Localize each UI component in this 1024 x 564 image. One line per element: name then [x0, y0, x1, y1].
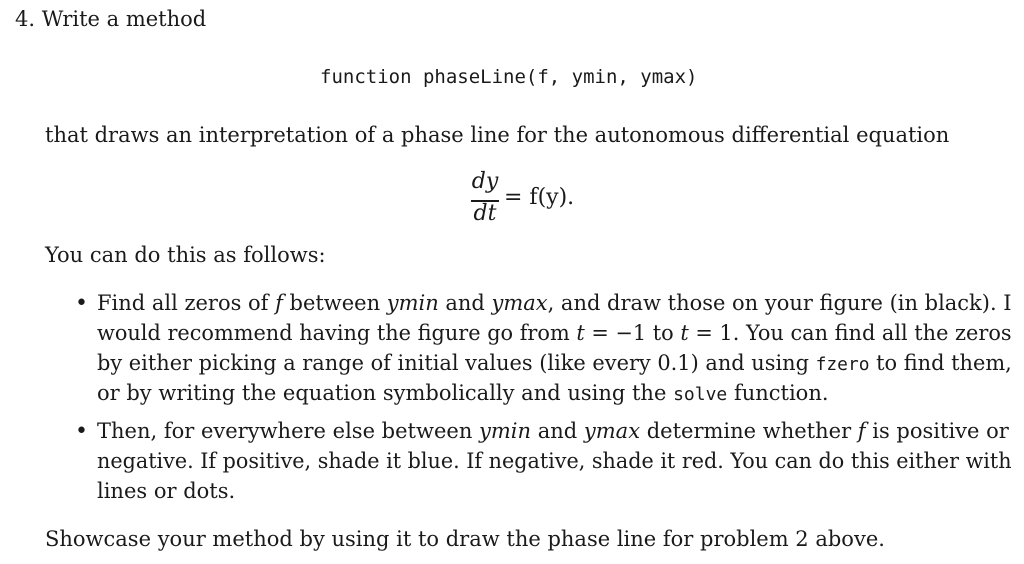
text-span: and [531, 419, 584, 443]
code-signature: function phaseLine(f, ymin, ymax) [320, 66, 698, 88]
bullet-1-line-4 [97, 381, 829, 407]
fraction-numerator: dy [471, 169, 499, 194]
bullet-2-line-2: negative. If positive, shade it blue. If negative, shade it red. You can do this either with [97, 449, 1012, 473]
problem-heading: 4. Write a method [15, 7, 207, 31]
differential-equation [470, 168, 610, 228]
text-span: is positive or [865, 419, 1009, 443]
math-var: ymax [583, 419, 641, 443]
text-span: would recommend having the figure go from [97, 321, 577, 345]
text-span: Find all zeros of [97, 291, 276, 315]
text-span: determine whether [640, 419, 858, 443]
text-span: and [438, 291, 492, 315]
text-span: Then, for everywhere else between [97, 419, 480, 443]
math-var: ymin [386, 291, 439, 315]
text-span: = 1. You can find all the zeros [688, 321, 1012, 345]
bullet-1-line-3 [97, 351, 1012, 377]
text-span: to find them, [869, 351, 1012, 375]
inline-code-solve: solve [673, 384, 728, 405]
bullet-1-line-2 [97, 321, 1012, 345]
math-var: f [857, 419, 866, 443]
math-var: ymin [479, 419, 532, 443]
math-var: t [576, 321, 585, 345]
text-span: = −1 to [584, 321, 681, 345]
text-span: between [282, 291, 387, 315]
follow-text: You can do this as follows: [45, 243, 326, 267]
bullet-2-line-1 [97, 419, 1009, 443]
closing-text: Showcase your method by using it to draw the phase line for problem 2 above. [45, 527, 885, 551]
math-var: t [680, 321, 689, 345]
bullet-marker: • [75, 291, 88, 316]
bullet-2-line-3: lines or dots. [97, 479, 236, 503]
intro-text: that draws an interpretation of a phase line for the autonomous differential equation [45, 123, 950, 147]
fraction-denominator: dt [473, 201, 497, 226]
text-span: , and draw those on your figure (in black). I [547, 291, 1012, 315]
bullet-1-line-1 [97, 291, 1012, 315]
text-span: by either picking a range of initial values (like every 0.1) and using [97, 351, 816, 375]
bullet-marker: • [75, 419, 88, 444]
equation-rhs: = f(y). [504, 185, 575, 210]
math-var: ymax [491, 291, 548, 315]
text-span: function. [727, 381, 829, 405]
inline-code-fzero: fzero [815, 354, 870, 375]
text-span: or by writing the equation symbolically and using the [97, 381, 674, 405]
math-var: f [275, 291, 283, 315]
